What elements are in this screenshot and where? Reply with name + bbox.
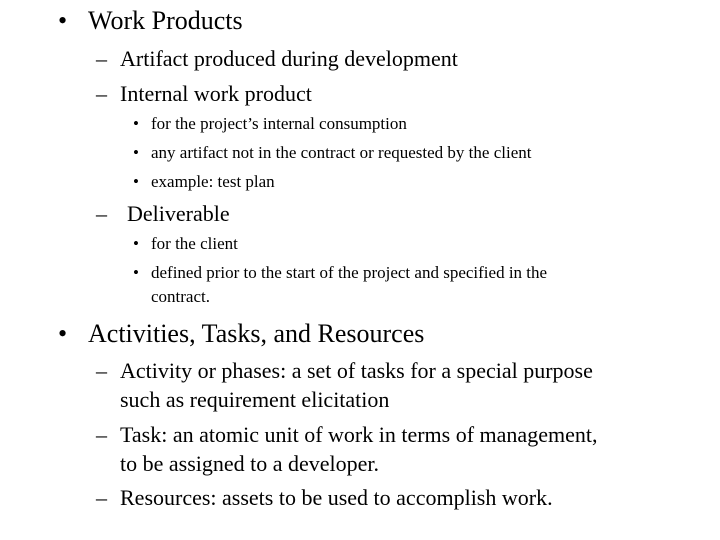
dash-bullet: – (96, 422, 107, 447)
item-internal-work-product: – Internal work product (96, 81, 312, 106)
dash-bullet: – (96, 485, 107, 510)
dash-bullet: – (96, 46, 107, 71)
bullet: • (58, 319, 68, 348)
item-activity: – Activity or phases: a set of tasks for a special purpose (96, 358, 593, 383)
item-task: – Task: an atomic unit of work in terms of management, (96, 422, 598, 447)
item-deliverable: – Deliverable (96, 201, 230, 226)
subitem: • defined prior to the start of the project and specified in the (133, 263, 548, 282)
item-activity-continuation: such as requirement elicitation (120, 387, 390, 412)
subitem: • for the project’s internal consumption (133, 114, 407, 133)
dash-bullet: – (96, 201, 107, 226)
item-artifact: – Artifact produced during development (96, 46, 458, 71)
dash-bullet: – (96, 81, 107, 106)
section-title-work-products: • Work Products (58, 6, 243, 35)
bullet: • (133, 234, 139, 253)
bullet: • (58, 6, 68, 35)
dash-bullet: – (96, 358, 107, 383)
item-resources: – Resources: assets to be used to accomplish work. (96, 485, 553, 510)
bullet: • (133, 114, 139, 133)
bullet: • (133, 143, 139, 162)
subitem: • example: test plan (133, 172, 275, 191)
subitem-continuation: contract. (151, 287, 210, 306)
bullet: • (133, 172, 139, 191)
subitem: • any artifact not in the contract or requested by the client (133, 143, 532, 162)
subitem: • for the client (133, 234, 238, 253)
section-title-activities: • Activities, Tasks, and Resources (58, 319, 425, 348)
bullet: • (133, 263, 139, 282)
item-task-continuation: to be assigned to a developer. (120, 451, 380, 476)
